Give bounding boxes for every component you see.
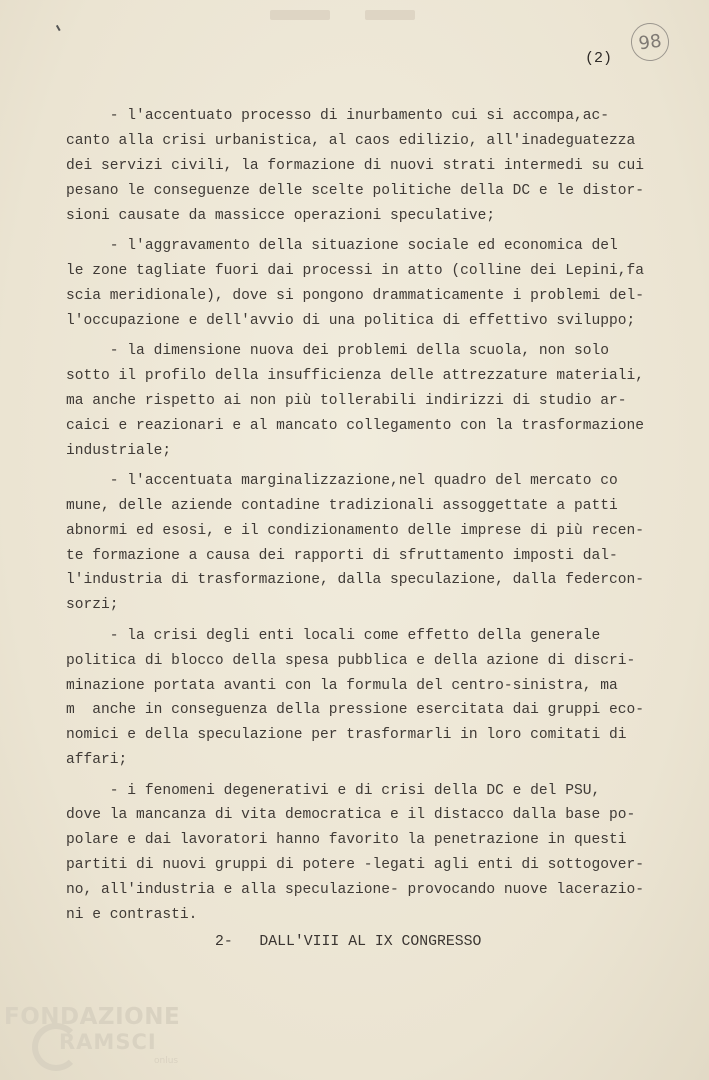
text-line: caici e reazionari e al mancato collegamento con la trasformazione (66, 417, 645, 434)
text-line: dove la mancanza di vita democratica e il distacco dalla base po- (66, 807, 636, 824)
text-line: - l'aggravamento della situazione sociale ed economica del (66, 237, 618, 254)
text-line: l'industria di trasformazione, dalla speculazione, dalla federcon- (66, 572, 645, 589)
pen-mark (56, 23, 64, 31)
text-line: minazione portata avanti con la formula del centro-sinistra, ma (66, 677, 618, 694)
text-line: le zone tagliate fuori dai processi in atto (colline dei Lepini,fa (66, 262, 645, 279)
faded-header-stamp (270, 10, 430, 22)
text-line: m anche in conseguenza della pressione esercitata dai gruppi eco- (66, 702, 645, 719)
text-line: - la crisi degli enti locali come effetto della generale (66, 627, 601, 644)
text-line: dei servizi civili, la formazione di nuovi strati intermedi su cui (66, 157, 645, 174)
body-text (66, 104, 656, 933)
watermark-line-2: RAMSCI (59, 1030, 157, 1054)
text-line: no, all'industria e alla speculazione- provocando nuove lacerazio- (66, 882, 645, 899)
text-line: canto alla crisi urbanistica, al caos edilizio, all'inadeguatezza (66, 132, 636, 149)
paragraph (66, 104, 656, 229)
archive-number: 98 (637, 30, 663, 54)
text-line: abnormi ed esosi, e il condizionamento delle imprese di più recen- (66, 522, 645, 539)
paragraph (66, 779, 656, 928)
text-line: polare e dai lavoratori hanno favorito la penetrazione in questi (66, 832, 627, 849)
text-line: - l'accentuata marginalizzazione,nel quadro del mercato co (66, 472, 618, 489)
text-line: - l'accentuato processo di inurbamento cui si accompa,ac- (66, 108, 609, 124)
paragraph (66, 234, 656, 334)
paragraph (66, 469, 656, 618)
text-line: industriale; (66, 442, 172, 459)
text-line: politica di blocco della spesa pubblica e della azione di discri- (66, 652, 636, 669)
text-line: nomici e della speculazione per trasformarli in loro comitati di (66, 727, 627, 744)
section-heading: 2- DALL'VIII AL IX CONGRESSO (215, 934, 482, 950)
text-line: te formazione a causa dei rapporti di sfruttamento imposti dal- (66, 547, 618, 564)
text-line: l'occupazione e dell'avvio di una politica di effettivo sviluppo; (66, 312, 636, 329)
text-line: mune, delle aziende contadine tradizionali assoggettate a patti (66, 497, 618, 514)
text-line: pesano le conseguenze delle scelte politiche della DC e le distor- (66, 182, 645, 199)
archive-number-circle (629, 21, 672, 64)
watermark-sub: onlus (154, 1056, 179, 1066)
paragraph (66, 624, 656, 773)
paragraph (66, 339, 656, 464)
text-line: partiti di nuovi gruppi di potere -legati agli enti di sottogover- (66, 857, 645, 874)
text-line: - la dimensione nuova dei problemi della scuola, non solo (66, 342, 609, 359)
text-line: affari; (66, 752, 128, 769)
text-line: ma anche rispetto ai non più tollerabili indirizzi di studio ar- (66, 392, 627, 409)
text-line: sioni causate da massicce operazioni speculative; (66, 207, 496, 224)
text-line: scia meridionale), dove si pongono drammaticamente i problemi del- (66, 287, 645, 304)
page-number: (2) (585, 50, 613, 67)
fondazione-gramsci-watermark (4, 1004, 204, 1074)
text-line: ni e contrasti. (66, 907, 198, 924)
text-line: sorzi; (66, 597, 119, 614)
text-line: - i fenomeni degenerativi e di crisi della DC e del PSU, (66, 782, 601, 799)
watermark-line-1: FONDAZIONE (4, 1004, 181, 1030)
text-line: sotto il profilo della insufficienza delle attrezzature materiali, (66, 367, 645, 384)
